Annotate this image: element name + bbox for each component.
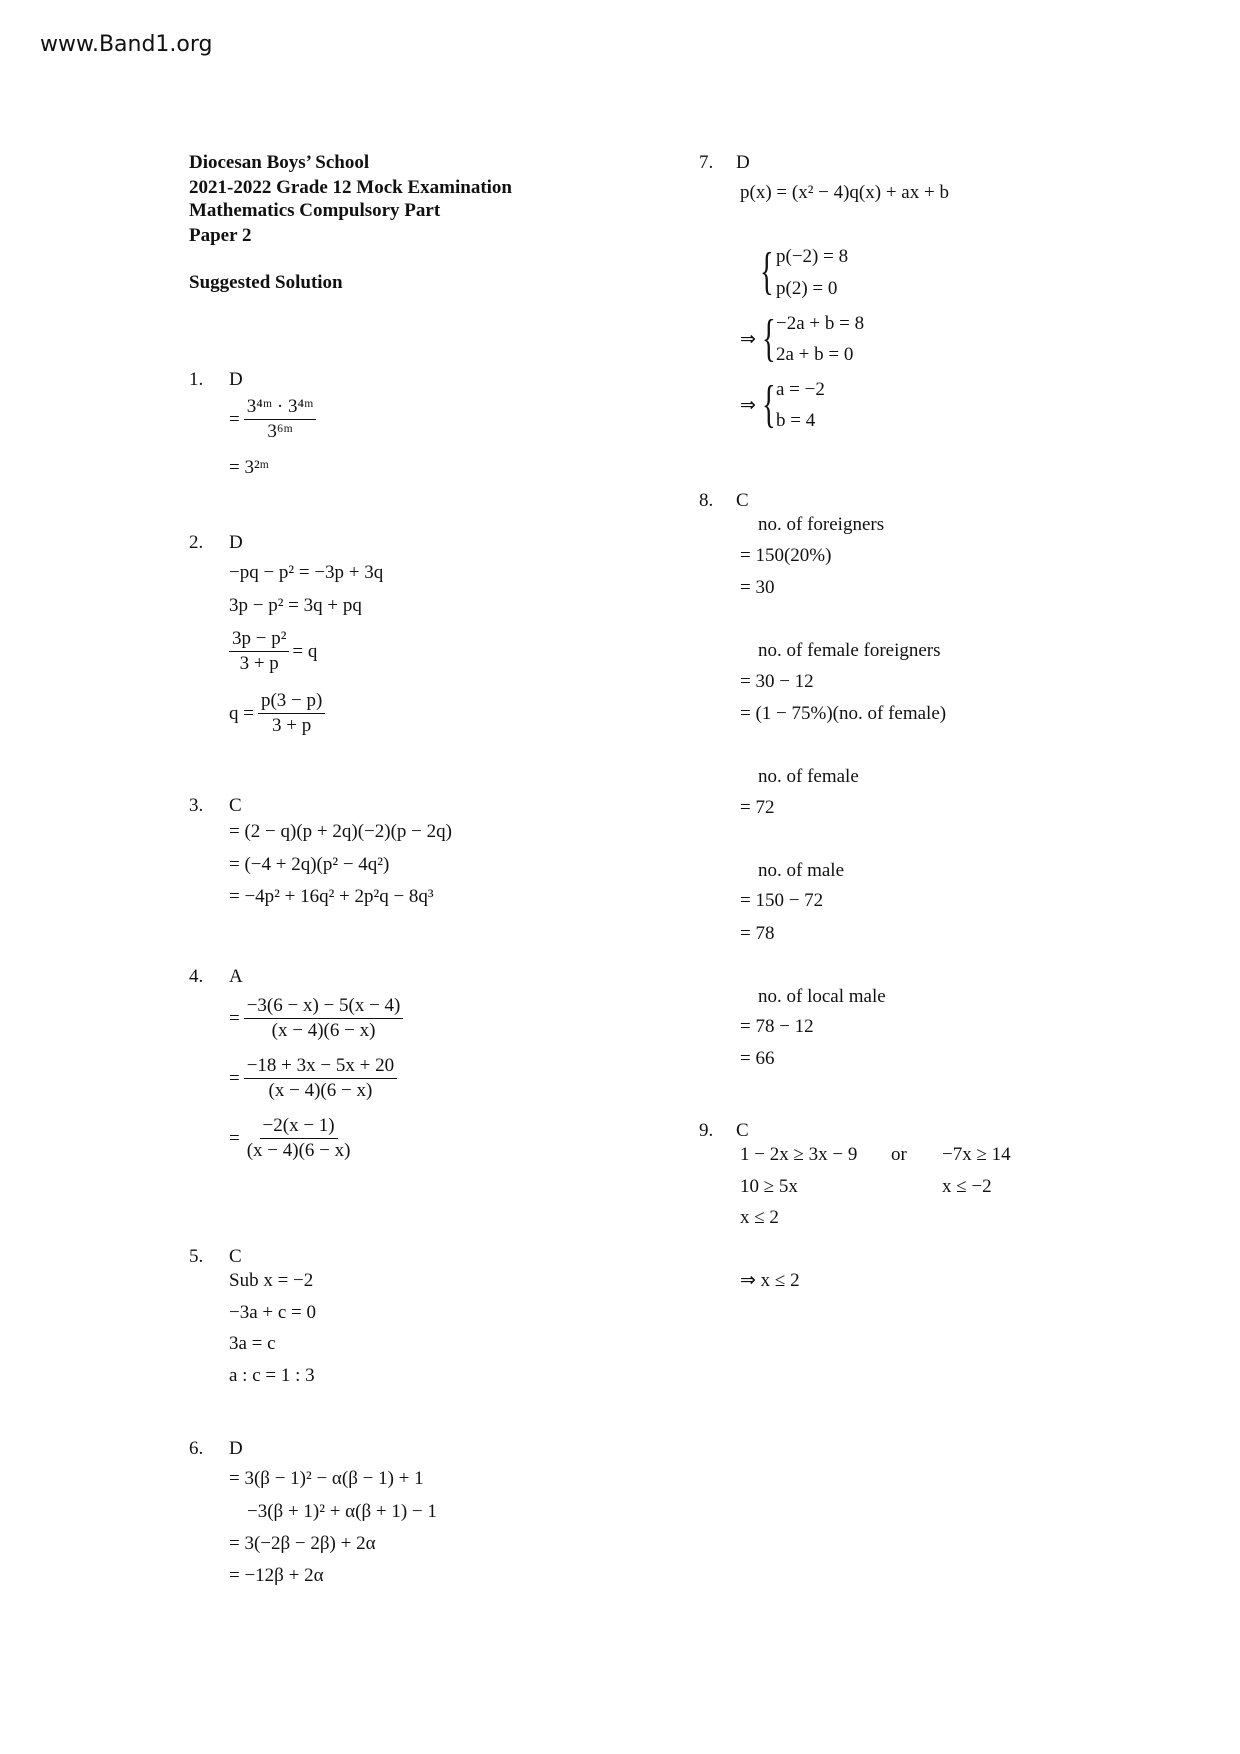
step: = 78 − 12 — [740, 1016, 814, 1037]
question-number: 4. — [189, 966, 204, 987]
equation: b = 4 — [776, 410, 816, 431]
denominator: (x − 4)(6 − x) — [246, 1140, 351, 1161]
exam-title: 2021-2022 Grade 12 Mock Examination — [189, 177, 512, 198]
denominator: 3⁶ᵐ — [267, 421, 293, 442]
fraction-step — [229, 1055, 397, 1102]
answer: C — [229, 1246, 242, 1267]
answer: C — [736, 490, 749, 511]
step: = 3(β − 1)² − α(β − 1) + 1 — [229, 1468, 424, 1489]
equation: p(−2) = 8 — [776, 246, 849, 267]
step: = 78 — [740, 923, 775, 944]
step: 1 − 2x ≥ 3x − 9 — [740, 1144, 858, 1165]
answer: C — [229, 795, 242, 816]
step: = 72 — [740, 797, 775, 818]
step: x ≤ −2 — [942, 1176, 992, 1197]
step: = (−4 + 2q)(p² − 4q²) — [229, 854, 390, 875]
step: 10 ≥ 5x — [740, 1176, 798, 1197]
numerator: p(3 − p) — [258, 690, 325, 714]
equals: = — [229, 1127, 240, 1149]
label: no. of local male — [758, 986, 886, 1007]
numerator: 3p − p² — [229, 628, 289, 652]
step: = 3(−2β − 2β) + 2α — [229, 1533, 376, 1554]
lhs: q = — [229, 702, 254, 724]
step: p(x) = (x² − 4)q(x) + ax + b — [740, 182, 949, 203]
step: −pq − p² = −3p + 3q — [229, 562, 384, 583]
question-number: 5. — [189, 1246, 204, 1267]
step: = −12β + 2α — [229, 1565, 324, 1586]
brace-icon: { — [762, 376, 776, 433]
equals: = — [229, 408, 240, 430]
answer: D — [229, 532, 243, 553]
denominator: (x − 4)(6 − x) — [271, 1020, 376, 1041]
fraction-step — [229, 690, 325, 737]
numerator: −18 + 3x − 5x + 20 — [244, 1055, 397, 1079]
numerator: −3(6 − x) − 5(x − 4) — [244, 995, 404, 1019]
numerator: 3⁴ᵐ · 3⁴ᵐ — [244, 396, 317, 420]
implies-arrow: ⇒ — [740, 329, 756, 350]
step: 3p − p² = 3q + pq — [229, 595, 362, 616]
question-number: 3. — [189, 795, 204, 816]
equation: a = −2 — [776, 379, 825, 400]
label: no. of male — [758, 860, 845, 881]
fraction-step — [229, 396, 316, 443]
denominator: 3 + p — [272, 715, 312, 736]
label: no. of female — [758, 766, 859, 787]
step: = −4p² + 16q² + 2p²q − 8q³ — [229, 886, 434, 907]
step: = 30 − 12 — [740, 671, 814, 692]
fraction-step — [229, 995, 403, 1042]
step: x ≤ 2 — [740, 1207, 779, 1228]
question-number: 6. — [189, 1438, 204, 1459]
step: = 30 — [740, 577, 775, 598]
step: = (1 − 75%)(no. of female) — [740, 703, 947, 724]
rhs: = q — [292, 640, 318, 662]
answer: D — [736, 152, 750, 173]
answer: A — [229, 966, 243, 987]
step: −3(β + 1)² + α(β + 1) − 1 — [247, 1501, 437, 1522]
answer: D — [229, 1438, 243, 1459]
step: 3a = c — [229, 1333, 276, 1354]
implies-arrow: ⇒ — [740, 395, 756, 416]
subtitle: Suggested Solution — [189, 272, 343, 293]
school-name: Diocesan Boys’ School — [189, 152, 370, 173]
step: −7x ≥ 14 — [942, 1144, 1011, 1165]
question-number: 7. — [699, 152, 714, 173]
step: = 66 — [740, 1048, 775, 1069]
subject-title: Mathematics Compulsory Part — [189, 200, 441, 221]
answer: C — [736, 1120, 749, 1141]
step: a : c = 1 : 3 — [229, 1365, 315, 1386]
paper-title: Paper 2 — [189, 225, 252, 246]
denominator: (x − 4)(6 − x) — [268, 1080, 373, 1101]
step: = 150 − 72 — [740, 890, 824, 911]
fraction-step — [229, 1115, 353, 1162]
equation: p(2) = 0 — [776, 278, 838, 299]
step: = (2 − q)(p + 2q)(−2)(p − 2q) — [229, 821, 452, 842]
brace-icon: { — [762, 310, 776, 367]
conclusion: ⇒ x ≤ 2 — [740, 1270, 800, 1291]
question-number: 1. — [189, 369, 204, 390]
question-number: 9. — [699, 1120, 714, 1141]
step: −3a + c = 0 — [229, 1302, 317, 1323]
answer: D — [229, 369, 243, 390]
equation: −2a + b = 8 — [776, 313, 865, 334]
step: = 150(20%) — [740, 545, 832, 566]
question-number: 8. — [699, 490, 714, 511]
label: no. of foreigners — [758, 514, 885, 535]
step: Sub x = −2 — [229, 1270, 314, 1291]
equation: 2a + b = 0 — [776, 344, 854, 365]
fraction-step — [225, 628, 317, 675]
numerator: −2(x − 1) — [260, 1115, 338, 1139]
or-label: or — [891, 1144, 907, 1165]
denominator: 3 + p — [239, 653, 279, 674]
question-number: 2. — [189, 532, 204, 553]
equals: = — [229, 1007, 240, 1029]
equals: = — [229, 1067, 240, 1089]
watermark: www.Band1.org — [40, 32, 213, 57]
step: = 3²ᵐ — [229, 457, 269, 478]
label: no. of female foreigners — [758, 640, 941, 661]
brace-icon: { — [760, 243, 774, 300]
